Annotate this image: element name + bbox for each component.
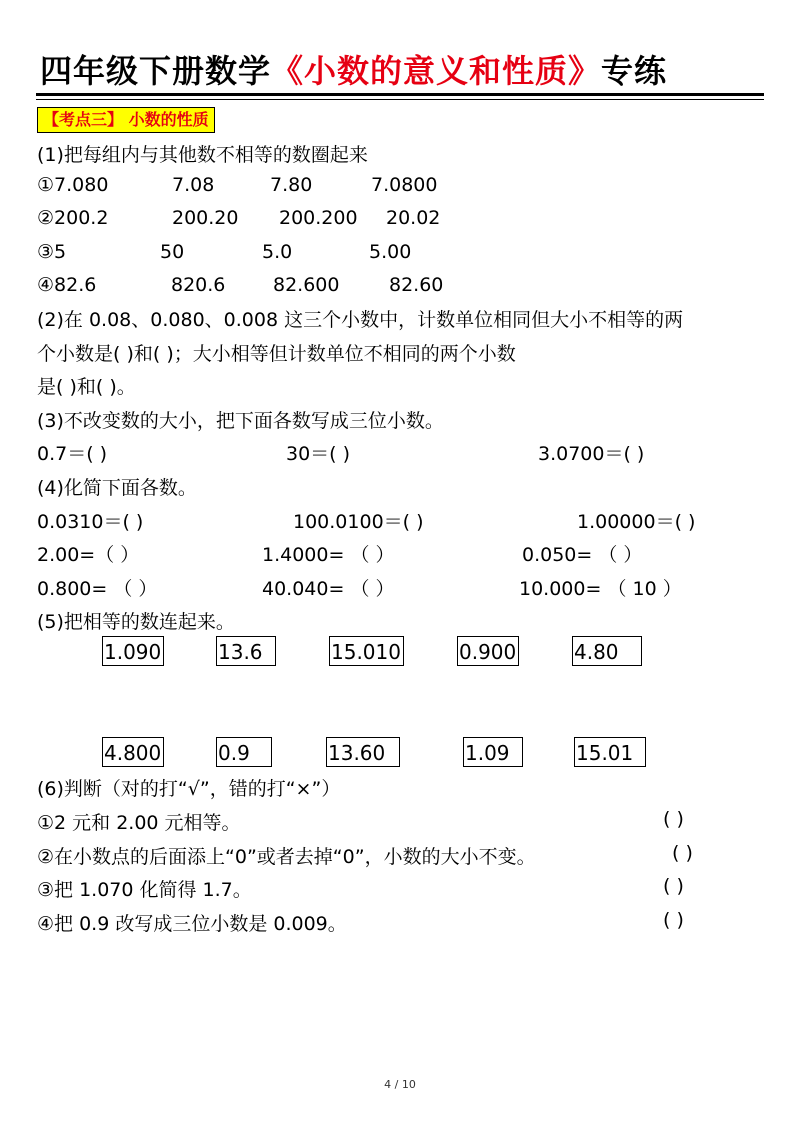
title-main: 四年级下册数学	[40, 52, 272, 90]
q6-answer-1[interactable]: ( )	[663, 808, 684, 830]
q2-line1: (2)在 0.08、0.080、0.008 这三个小数中，计数单位相同但大小不相等的两	[37, 309, 684, 331]
q5-bottom-box-5[interactable]: 15.01	[574, 737, 646, 767]
q4-r3-a: 0.800= （ ）	[37, 578, 158, 600]
q5-bottom-box-4[interactable]: 1.09	[463, 737, 523, 767]
q5-top-box-2[interactable]: 13.6	[216, 636, 276, 666]
title-topic: 《小数的意义和性质》	[271, 52, 602, 90]
q4-r3-c: 10.000= （ 10 ）	[519, 578, 682, 600]
q6-item-1: ①2 元和 2.00 元相等。	[37, 812, 241, 834]
q2-line2: 个小数是( )和( )；大小相等但计数单位不相同的两个小数	[37, 343, 516, 365]
q5-top-box-5[interactable]: 4.80	[572, 636, 642, 666]
q1-row3-b: 50	[160, 241, 185, 263]
q3-prompt: (3)不改变数的大小，把下面各数写成三位小数。	[37, 410, 444, 432]
q5-top-box-4[interactable]: 0.900	[457, 636, 519, 666]
title-rule-thick	[36, 93, 764, 96]
page-title	[40, 46, 667, 92]
q1-row3-d: 5.00	[369, 241, 412, 263]
section-tag: 【考点三】 小数的性质	[37, 107, 215, 133]
q1-row3-c: 5.0	[262, 241, 293, 263]
q4-r3-b: 40.040= （ ）	[262, 578, 395, 600]
q4-r1-a: 0.0310＝( )	[37, 511, 144, 533]
q6-prompt: (6)判断（对的打“√”，错的打“×”）	[37, 778, 341, 800]
q1-row4-d: 82.60	[389, 274, 444, 296]
q5-prompt: (5)把相等的数连起来。	[37, 611, 235, 633]
q6-item-3: ③把 1.070 化简得 1.7。	[37, 879, 252, 901]
q1-row1-a: ①7.080	[37, 174, 109, 196]
q2-line3: 是( )和( )。	[37, 376, 136, 398]
q4-prompt: (4)化简下面各数。	[37, 477, 197, 499]
q1-row2-c: 200.200	[279, 207, 358, 229]
q5-bottom-box-1[interactable]: 4.800	[102, 737, 164, 767]
title-suffix: 专练	[601, 52, 668, 90]
title-rule-thin	[36, 99, 764, 100]
q4-r1-c: 1.00000＝( )	[577, 511, 696, 533]
q1-row2-a: ②200.2	[37, 207, 109, 229]
q6-answer-4[interactable]: ( )	[663, 909, 684, 931]
q1-row1-d: 7.0800	[371, 174, 438, 196]
q3-item-3: 3.0700＝( )	[538, 443, 645, 465]
q6-item-4: ④把 0.9 改写成三位小数是 0.009。	[37, 913, 347, 935]
q4-r1-b: 100.0100＝( )	[293, 511, 424, 533]
q5-bottom-box-3[interactable]: 13.60	[326, 737, 400, 767]
q1-row1-b: 7.08	[172, 174, 215, 196]
q1-prompt: (1)把每组内与其他数不相等的数圈起来	[37, 144, 368, 166]
q4-r2-b: 1.4000= （ ）	[262, 544, 395, 566]
q1-row4-b: 820.6	[171, 274, 226, 296]
q5-bottom-box-2[interactable]: 0.9	[216, 737, 272, 767]
q1-row1-c: 7.80	[270, 174, 313, 196]
q4-r2-c: 0.050= （ ）	[522, 544, 643, 566]
q1-row2-d: 20.02	[386, 207, 441, 229]
q6-item-2: ②在小数点的后面添上“0”或者去掉“0”，小数的大小不变。	[37, 846, 536, 868]
q1-row4-c: 82.600	[273, 274, 340, 296]
q4-r2-a: 2.00=（ ）	[37, 544, 140, 566]
q5-top-box-1[interactable]: 1.090	[102, 636, 164, 666]
q1-row3-a: ③5	[37, 241, 67, 263]
q6-answer-3[interactable]: ( )	[663, 875, 684, 897]
q3-item-2: 30＝( )	[286, 443, 351, 465]
q1-row4-a: ④82.6	[37, 274, 97, 296]
q6-answer-2[interactable]: ( )	[672, 842, 693, 864]
page-number: 4 / 10	[384, 1078, 416, 1091]
q5-top-box-3[interactable]: 15.010	[329, 636, 404, 666]
q1-row2-b: 200.20	[172, 207, 239, 229]
q3-item-1: 0.7＝( )	[37, 443, 108, 465]
